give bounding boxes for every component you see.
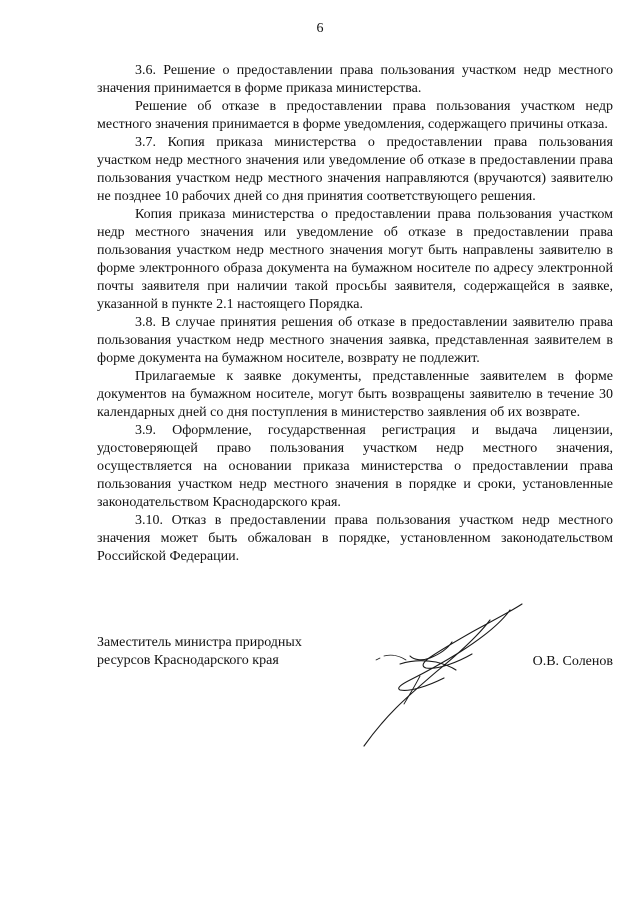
paragraph-3-10: 3.10. Отказ в предоставлении права пользования участком недр местного значения может быть обжалован в порядке, установленном законодательством Российской Федерации.: [97, 513, 613, 564]
signatory-name: О.В. Соленов: [532, 654, 613, 669]
paragraph-3-8: 3.8. В случае принятия решения об отказе в предоставлении заявителю права пользования участком недр местного значения заявка, представленная заявителем в форме документа на бумажном носителе, возврату не подлежит.: [97, 315, 613, 366]
paragraph-3-7: 3.7. Копия приказа министерства о предоставлении права пользования участком недр местного значения или уведомление об отказе в предоставлении права пользования участком недр местного значения направляются (вручаются) заявителю не позднее 10 рабочих дней со дня принятия соответствующего решения.: [97, 135, 613, 204]
paragraph-3-6: 3.6. Решение о предоставлении права пользования участком недр местного значения принимается в форме приказа министерства.: [97, 63, 613, 96]
paragraph-refusal-form: Решение об отказе в предоставлении права пользования участком недр местного значения принимается в форме уведомления, содержащего причины отказа.: [97, 99, 613, 132]
page-number: 6: [316, 21, 324, 36]
paragraph-returned-documents: Прилагаемые к заявке документы, представленные заявителем в форме документов на бумажном носителе, могут быть возвращены заявителю в течение 30 календарных дней со дня поступления в министерство заявления об их возврате.: [97, 369, 613, 420]
signatory-title: Заместитель министра природных ресурсов Краснодарского края: [97, 635, 302, 668]
handwritten-signature-icon: [340, 598, 540, 753]
document-body: [97, 62, 613, 566]
paragraph-electronic-copy: Копия приказа министерства о предоставлении права пользования участком недр местного значения или уведомление об отказе в предоставлении права пользования участком недр местного значения могут быть направлены заявителю в форме электронного образа документа на бумажном носителе по адресу электронной почты заявителя при наличии такой просьбы заявителя, содержащейся в заявке, указанной в пункте 2.1 настоящего Порядка.: [97, 207, 613, 312]
paragraph-3-9: 3.9. Оформление, государственная регистрация и выдача лицензии, удостоверяющей право пользования участком недр местного значения, осуществляется на основании приказа министерства о предоставлении права пользования участком недр местного значения в порядке и сроки, установленные законодательством Краснодарского края.: [97, 423, 613, 510]
